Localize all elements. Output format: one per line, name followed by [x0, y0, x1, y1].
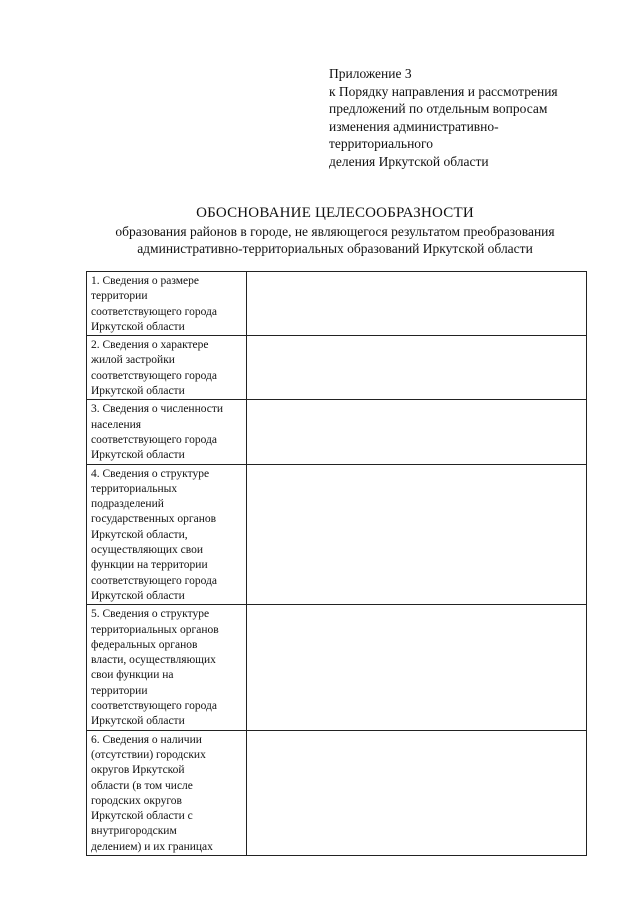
row-label-line: Иркутской области [91, 715, 185, 728]
row-label-line: делением) и их границах [91, 840, 213, 853]
row-label-line: соответствующего города [91, 700, 217, 713]
table-row [87, 464, 587, 605]
row-label-line: федеральных органов [91, 638, 198, 651]
row-label-line: 5. Сведения о структуре [91, 608, 210, 621]
justification-table [86, 271, 587, 856]
row-label-line: Иркутской области с [91, 810, 193, 823]
row-label-cell [87, 730, 247, 855]
table-row [87, 336, 587, 400]
row-label-line: (отсутствии) городских [91, 748, 206, 761]
row-label-line: Иркутской области [91, 385, 185, 398]
row-label-line: соответствующего города [91, 574, 217, 587]
row-label-cell [87, 464, 247, 605]
row-label-cell [87, 605, 247, 730]
row-label-line: Иркутской области [91, 449, 185, 462]
row-label-line: Иркутской области [91, 589, 185, 602]
row-label-line: области (в том числе [91, 779, 193, 792]
row-label-line: 2. Сведения о характере [91, 339, 209, 352]
row-value-cell[interactable] [247, 400, 587, 464]
row-label-line: 6. Сведения о наличии [91, 733, 202, 746]
appendix-line: территориального [329, 136, 433, 151]
row-label-line: территории [91, 684, 148, 697]
table-row [87, 400, 587, 464]
row-label-line: соответствующего города [91, 369, 217, 382]
table-row [87, 730, 587, 855]
row-label-cell [87, 400, 247, 464]
row-label-line: власти, осуществляющих [91, 654, 216, 667]
row-label-line: соответствующего города [91, 305, 217, 318]
row-label-line: жилой застройки [91, 354, 175, 367]
row-label-line: подразделений [91, 498, 164, 511]
row-label-line: населения [91, 418, 142, 431]
row-label-line: территориальных [91, 482, 178, 495]
subtitle-line: образования районов в городе, не являющегося результатом преобразования [115, 224, 555, 239]
appendix-line: изменения административно- [329, 118, 499, 134]
row-label-line: функции на территории [91, 559, 208, 572]
row-value-cell[interactable] [247, 272, 587, 336]
table-row [87, 605, 587, 730]
row-label-line: Иркутской области [91, 320, 185, 333]
subtitle-line: административно-территориальных образований Иркутской области [137, 241, 533, 256]
row-label-cell [87, 336, 247, 400]
row-value-cell[interactable] [247, 605, 587, 730]
appendix-line: предложений по отдельным вопросам [329, 101, 548, 116]
table-row [87, 272, 587, 336]
row-label-line: внутригородским [91, 825, 177, 838]
row-label-line: осуществляющих свои [91, 544, 204, 557]
row-label-cell [87, 272, 247, 336]
row-label-line: городских округов [91, 794, 182, 807]
appendix-line: Приложение 3 [329, 66, 412, 81]
row-label-line: 3. Сведения о численности [91, 403, 224, 416]
appendix-line: деления Иркутской области [329, 153, 489, 169]
row-label-line: 1. Сведения о размере [91, 275, 200, 287]
row-label-line: государственных органов [91, 513, 217, 526]
row-label-line: территории [91, 290, 148, 303]
document-subtitle [60, 223, 610, 257]
row-label-line: соответствующего города [91, 433, 217, 446]
row-label-line: округов Иркутской [91, 764, 185, 777]
row-label-line: Иркутской области, [91, 528, 188, 541]
appendix-note [329, 65, 629, 170]
title-block [60, 204, 610, 257]
row-label-line: свои функции на [91, 669, 174, 682]
row-label-line: 4. Сведения о структуре [91, 467, 210, 480]
row-value-cell[interactable] [247, 464, 587, 605]
row-value-cell[interactable] [247, 336, 587, 400]
document-title: ОБОСНОВАНИЕ ЦЕЛЕСООБРАЗНОСТИ [196, 205, 474, 221]
appendix-line: к Порядку направления и рассмотрения [329, 83, 558, 99]
row-value-cell[interactable] [247, 730, 587, 855]
row-label-line: территориальных органов [91, 623, 219, 636]
